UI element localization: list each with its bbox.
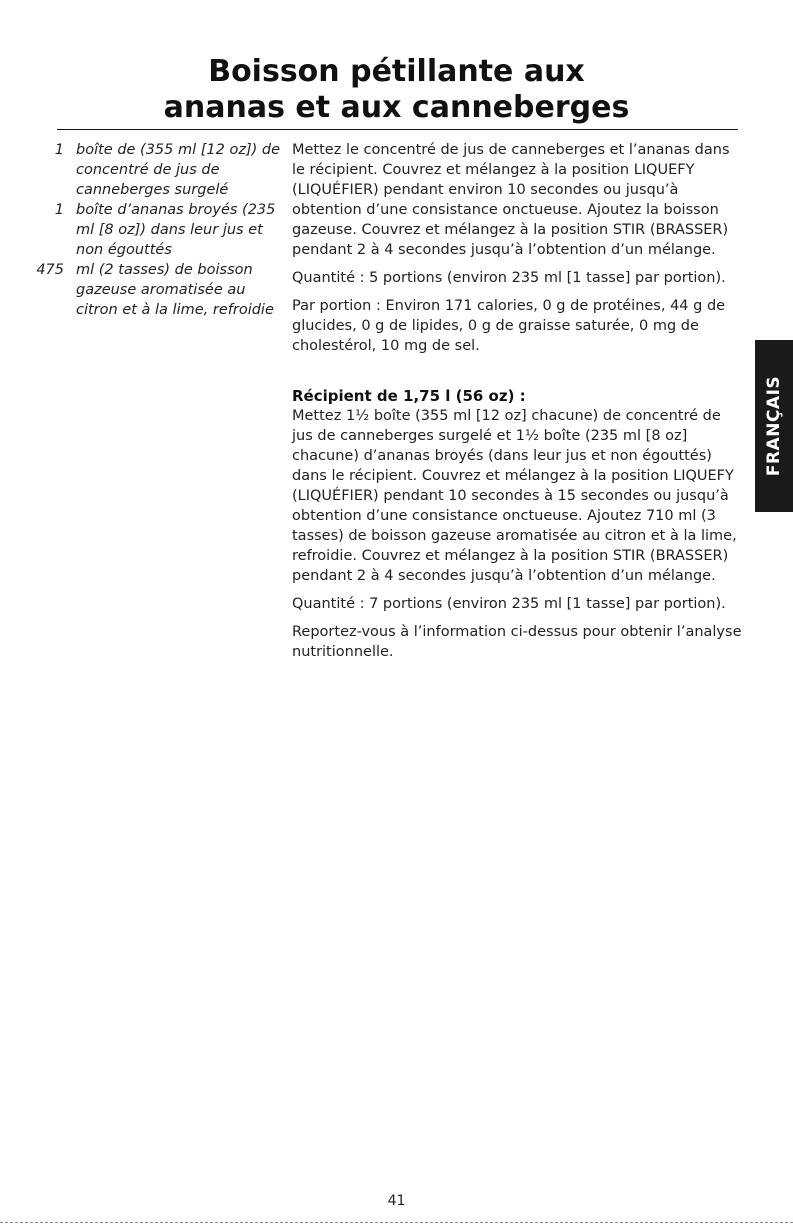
ingredient-text: boîte de (355 ml [12 oz]) de concentré de jus de canneberges surgelé — [76, 142, 281, 198]
directions — [292, 140, 744, 670]
ingredient-text: ml (2 tasses) de boisson gazeuse aromatisée au citron et à la lime, refroidie — [76, 262, 274, 318]
large-batch-yield: Quantité : 7 portions (environ 235 ml [1 tasse] par portion). — [292, 596, 726, 612]
ingredient-qty: 1 — [54, 202, 64, 218]
nutrition-text: Par portion : Environ 171 calories, 0 g de protéines, 44 g de glucides, 0 g de lipides, 0 g de graisse saturée, 0 mg de cholestérol, 10 mg de sel. — [292, 298, 726, 354]
page-edge — [0, 1222, 793, 1223]
ingredient-item — [30, 260, 280, 320]
title-line-1: Boisson pétillante aux — [208, 54, 585, 89]
yield-text: Quantité : 5 portions (environ 235 ml [1 tasse] par portion). — [292, 270, 726, 286]
title-line-2: ananas et aux canneberges — [163, 90, 630, 125]
ingredient-qty: 1 — [54, 142, 64, 158]
language-tab — [755, 340, 793, 512]
nutrition-reference: Reportez-vous à l’information ci-dessus pour obtenir l’analyse nutritionnelle. — [292, 624, 742, 660]
direction-step: Mettez le concentré de jus de canneberges et l’ananas dans le récipient. Couvrez et mélangez à la position LIQUEFY (LIQUÉFIER) pendant environ 10 secondes ou jusqu’à obtention d’une consistance onctueuse. Ajoutez la boisson gazeuse. Couvrez et mélangez à la position STIR (BRASSER) pendant 2 à 4 secondes jusqu’à l’obtention d’un mélange. — [292, 142, 730, 258]
ingredient-qty: 475 — [36, 262, 64, 278]
recipe-title — [0, 54, 793, 126]
language-tab-label: FRANÇAIS — [764, 375, 785, 477]
page-number: 41 — [387, 1193, 406, 1209]
ingredients-list — [30, 140, 280, 320]
ingredient-text: boîte d’ananas broyés (235 ml [8 oz]) dans leur jus et non égouttés — [76, 202, 276, 258]
title-divider — [57, 129, 738, 130]
large-batch-heading: Récipient de 1,75 l (56 oz) : — [292, 387, 526, 405]
large-batch-text: Mettez 1½ boîte (355 ml [12 oz] chacune) de concentré de jus de canneberges surgelé et 1½ boîte (235 ml [8 oz] chacune) d’ananas broyés (dans leur jus et non égouttés) dans le récipient. Couvrez et mélangez à la position LIQUEFY (LIQUÉFIER) pendant 10 secondes à 15 secondes ou jusqu’à obtention d’une consistance onctueuse. Ajoutez 710 ml (3 tasses) de boisson gazeuse aromatisée au citron et à la lime, refroidie. Couvrez et mélangez à la position STIR (BRASSER) pendant 2 à 4 secondes jusqu’à l’obtention d’un mélange. — [292, 408, 737, 584]
ingredient-item — [30, 200, 280, 260]
ingredient-item — [30, 140, 280, 200]
